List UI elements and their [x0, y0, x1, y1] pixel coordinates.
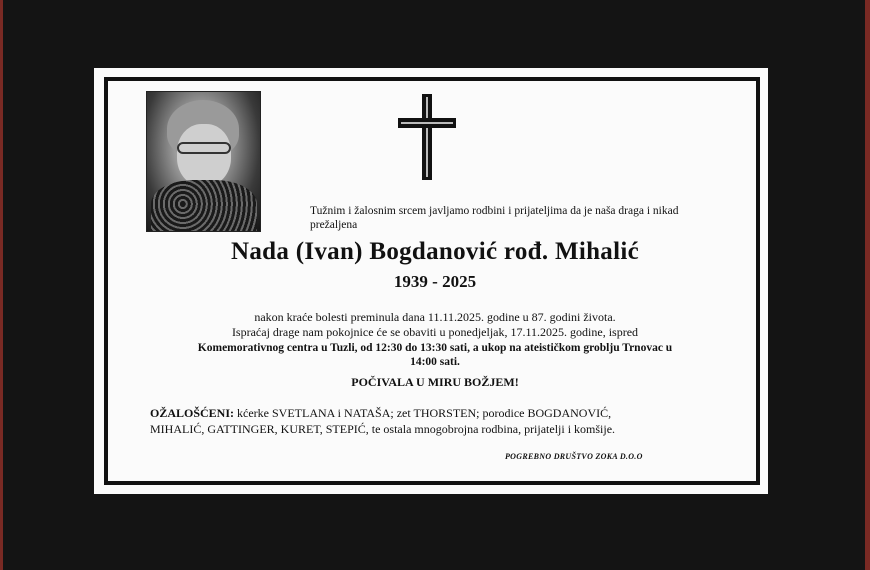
cross-icon — [398, 94, 456, 180]
rest-in-peace: POČIVALA U MIRU BOŽJEM! — [351, 375, 519, 389]
deceased-name: Nada (Ivan) Bogdanović rođ. Mihalić — [231, 238, 639, 265]
funeral-home-signature: POGREBNO DRUŠTVO ZOKA D.O.O — [505, 452, 643, 461]
location-line: Komemorativnog centra u Tuzli, od 12:30 do 13:30 sati, a ukop na ateističkom groblju Trnovac u — [197, 342, 673, 354]
mourners-text-1: kćerke SVETLANA i NATAŠA; zet THORSTEN; porodice BOGDANOVIĆ, — [234, 406, 612, 420]
mourners-line-1 — [150, 406, 611, 421]
intro-text: Tužnim i žalosnim srcem javljamo rodbini i prijateljima da je naša draga i nikad prežaljena — [310, 205, 679, 231]
mourners-label: OŽALOŠĆENI: — [150, 406, 235, 420]
mourners-line-2: MIHALIĆ, GATTINGER, KURET, STEPIĆ, te ostala mnogobrojna rodbina, prijatelji i komšije. — [150, 422, 616, 436]
life-years: 1939 - 2025 — [393, 272, 477, 291]
funeral-line: Ispraćaj drage nam pokojnice će se obaviti u ponedjeljak, 17.11.2025. godine, ispred — [231, 325, 639, 339]
burial-time-line: 14:00 sati. — [410, 356, 460, 368]
portrait-photo — [146, 91, 261, 232]
death-line: nakon kraće bolesti preminula dana 11.11.2025. godine u 87. godini života. — [254, 310, 616, 324]
